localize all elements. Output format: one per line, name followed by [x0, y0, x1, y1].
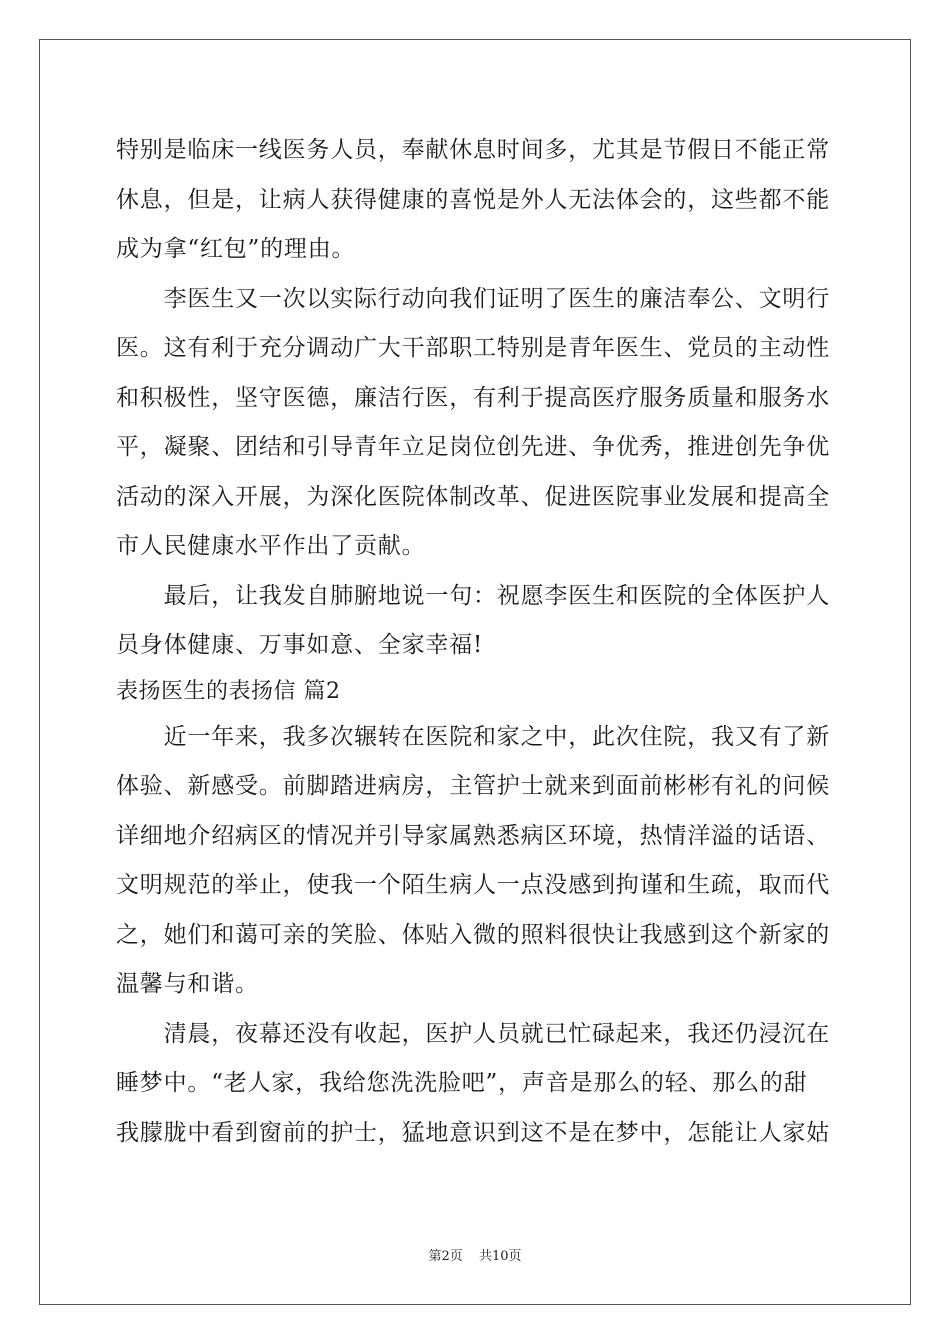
section-heading: 表扬医生的表扬信 篇2: [116, 678, 341, 704]
text-line: 医。这有利于充分调动广大干部职工特别是青年医生、党员的主动性: [116, 335, 830, 361]
text-line: 成为拿“红包”的理由。: [116, 236, 356, 262]
text-line: 睡梦中。“老人家，我给您洗洗脸吧”，声音是那么的轻、那么的甜: [116, 1070, 808, 1096]
text-line: 体验、新感受。前脚踏进病房，主管护士就来到面前彬彬有礼的问候: [116, 773, 830, 799]
text-line: 活动的深入开展，为深化医院体制改革、促进医院事业发展和提高全: [116, 483, 830, 510]
text-line: 李医生又一次以实际行动向我们证明了医生的廉洁奉公、文明行: [116, 285, 830, 312]
text-line: 温馨与和谐。: [116, 971, 259, 997]
text-line: 员身体健康、万事如意、全家幸福!: [116, 632, 484, 658]
text-line: 文明规范的举止，使我一个陌生病人一点没感到拘谨和生疏，取而代: [116, 872, 830, 898]
text-line: 之，她们和蔼可亲的笑脸、体贴入微的照料很快让我感到这个新家的: [116, 921, 830, 948]
text-line: 市人民健康水平作出了贡献。: [116, 533, 426, 559]
text-line: 近一年来，我多次辗转在医院和家之中，此次住院，我又有了新: [116, 723, 830, 750]
text-line: 休息，但是，让病人获得健康的喜悦是外人无法体会的，这些都不能: [116, 186, 830, 213]
text-line: 特别是临床一线医务人员，奉献休息时间多，尤其是节假日不能正常: [116, 137, 830, 163]
text-line: 我朦胧中看到窗前的护士，猛地意识到这不是在梦中，怎能让人家姑: [116, 1119, 830, 1146]
page-total: 共10页: [478, 1249, 522, 1264]
document-body: [116, 126, 836, 1158]
text-line: 平，凝聚、团结和引导青年立足岗位创先进、争优秀，推进创先争优: [116, 434, 830, 460]
text-line: 最后，让我发自肺腑地说一句：祝愿李医生和医院的全体医护人: [116, 582, 830, 609]
text-line: 和积极性，坚守医德，廉洁行医，有利于提高医疗服务质量和服务水: [116, 384, 830, 411]
page-footer: [0, 1245, 950, 1264]
page-number: 第2页: [428, 1249, 463, 1264]
text-line: 详细地介绍病区的情况并引导家属熟悉病区环境，热情洋溢的话语、: [116, 822, 830, 849]
text-line: 清晨，夜幕还没有收起，医护人员就已忙碌起来，我还仍浸沉在: [116, 1020, 830, 1047]
